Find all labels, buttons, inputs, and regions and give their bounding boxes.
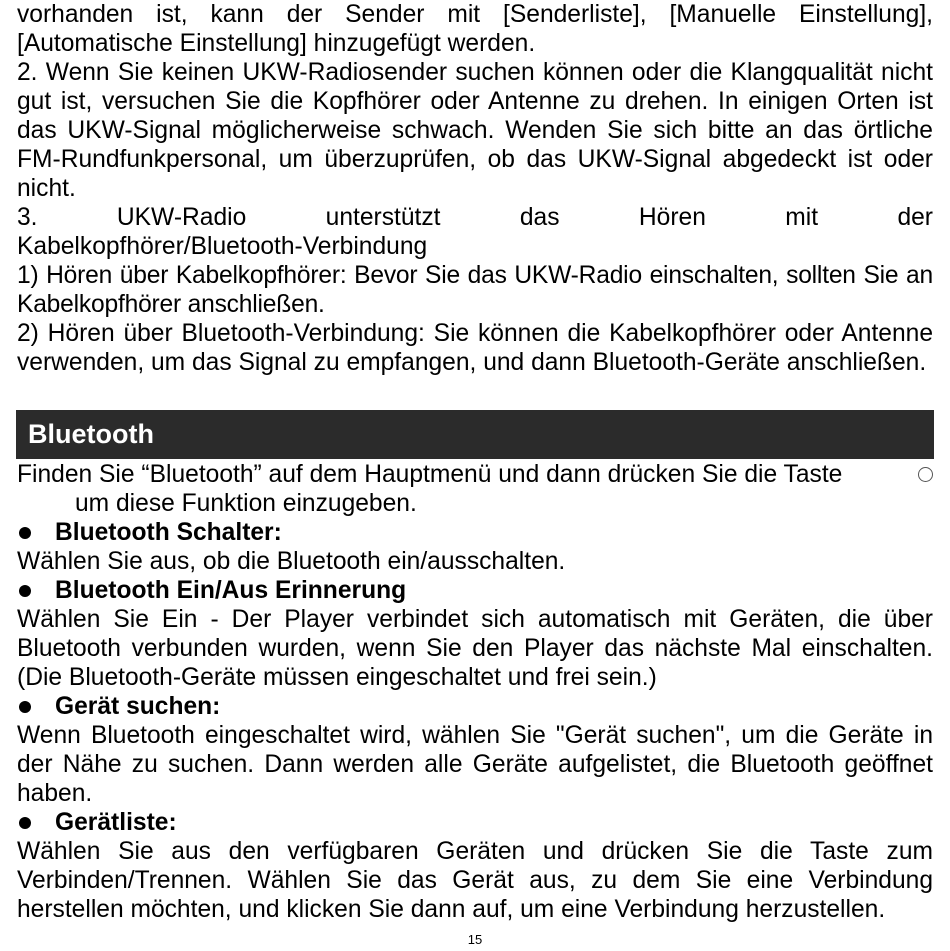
bullet-heading [17,576,933,605]
item-text: Wählen Sie aus den verfügbaren Geräten und drücken Sie die Taste zum Verbinden/Trennen. Wählen Sie das Gerät aus, zu dem Sie eine Verbindung herstellen möchten, und klicken Sie dann auf, um eine Verbindung herzustellen. [17,838,933,923]
upper-text-block [17,0,933,377]
item-text: Wählen Sie Ein - Der Player verbindet sich automatisch mit Geräten, die über Bluetooth verbunden wurden, wenn Sie den Player das nächste Mal einschalten. (Die Bluetooth-Geräte müssen eingeschaltet und frei sein.) [17,606,933,691]
page-number: 15 [467,932,483,947]
bluetooth-section-body [17,460,933,924]
paragraph-fm-listening-line1: 3. UKW-Radio unterstützt das Hören mit der [17,204,933,231]
bullet-dot-icon [19,817,31,829]
circle-button-icon [918,467,933,482]
paragraph-fm-listening-line2: Kabelkopfhörer/Bluetooth-Verbindung [17,233,428,260]
paragraph-wired-headphones: 1) Hören über Kabelkopfhörer: Bevor Sie das UKW-Radio einschalten, sollten Sie an Kabelkopfhörer anschließen. [17,262,933,318]
bullet-heading [17,808,933,837]
intro-line1: Finden Sie “Bluetooth” auf dem Hauptmenü und dann drücken Sie die Taste [17,461,843,488]
item-heading: Bluetooth Ein/Aus Erinnerung [55,577,407,604]
bullet-heading [17,518,933,547]
item-heading: Bluetooth Schalter: [55,519,282,546]
section-header-bluetooth [16,410,934,459]
intro-block [17,460,933,518]
bullet-dot-icon [19,701,31,713]
section-title: Bluetooth [28,419,154,449]
bullet-heading [17,692,933,721]
bullet-dot-icon [19,585,31,597]
item-text: Wenn Bluetooth eingeschaltet wird, wählen Sie "Gerät suchen", um die Geräte in der Nähe zu suchen. Dann werden alle Geräte aufgelistet, die Bluetooth geöffnet haben. [17,722,933,807]
item-text: Wählen Sie aus, ob die Bluetooth ein/ausschalten. [17,548,566,575]
intro-line2: um diese Funktion einzugeben. [75,490,417,517]
bullet-dot-icon [19,527,31,539]
item-heading: Gerätliste: [55,809,177,836]
paragraph-bluetooth-connection: 2) Hören über Bluetooth-Verbindung: Sie können die Kabelkopfhörer oder Antenne verwenden, um das Signal zu empfangen, und dann Bluetooth-Geräte anschließen. [17,320,933,376]
item-heading: Gerät suchen: [55,693,221,720]
paragraph-station-add: vorhanden ist, kann der Sender mit [Senderliste], [Manuelle Einstellung], [Automatische Einstellung] hinzugefügt werden. [17,1,933,57]
paragraph-fm-tips: 2. Wenn Sie keinen UKW-Radiosender suchen können oder die Klangqualität nicht gut ist, versuchen Sie die Kopfhörer oder Antenne zu drehen. In einigen Orten ist das UKW-Signal möglicherweise schwach. Wenden Sie sich bitte an das örtliche FM-Rundfunkpersonal, um überzuprüfen, ob das UKW-Signal abgedeckt ist oder nicht. [17,59,933,202]
